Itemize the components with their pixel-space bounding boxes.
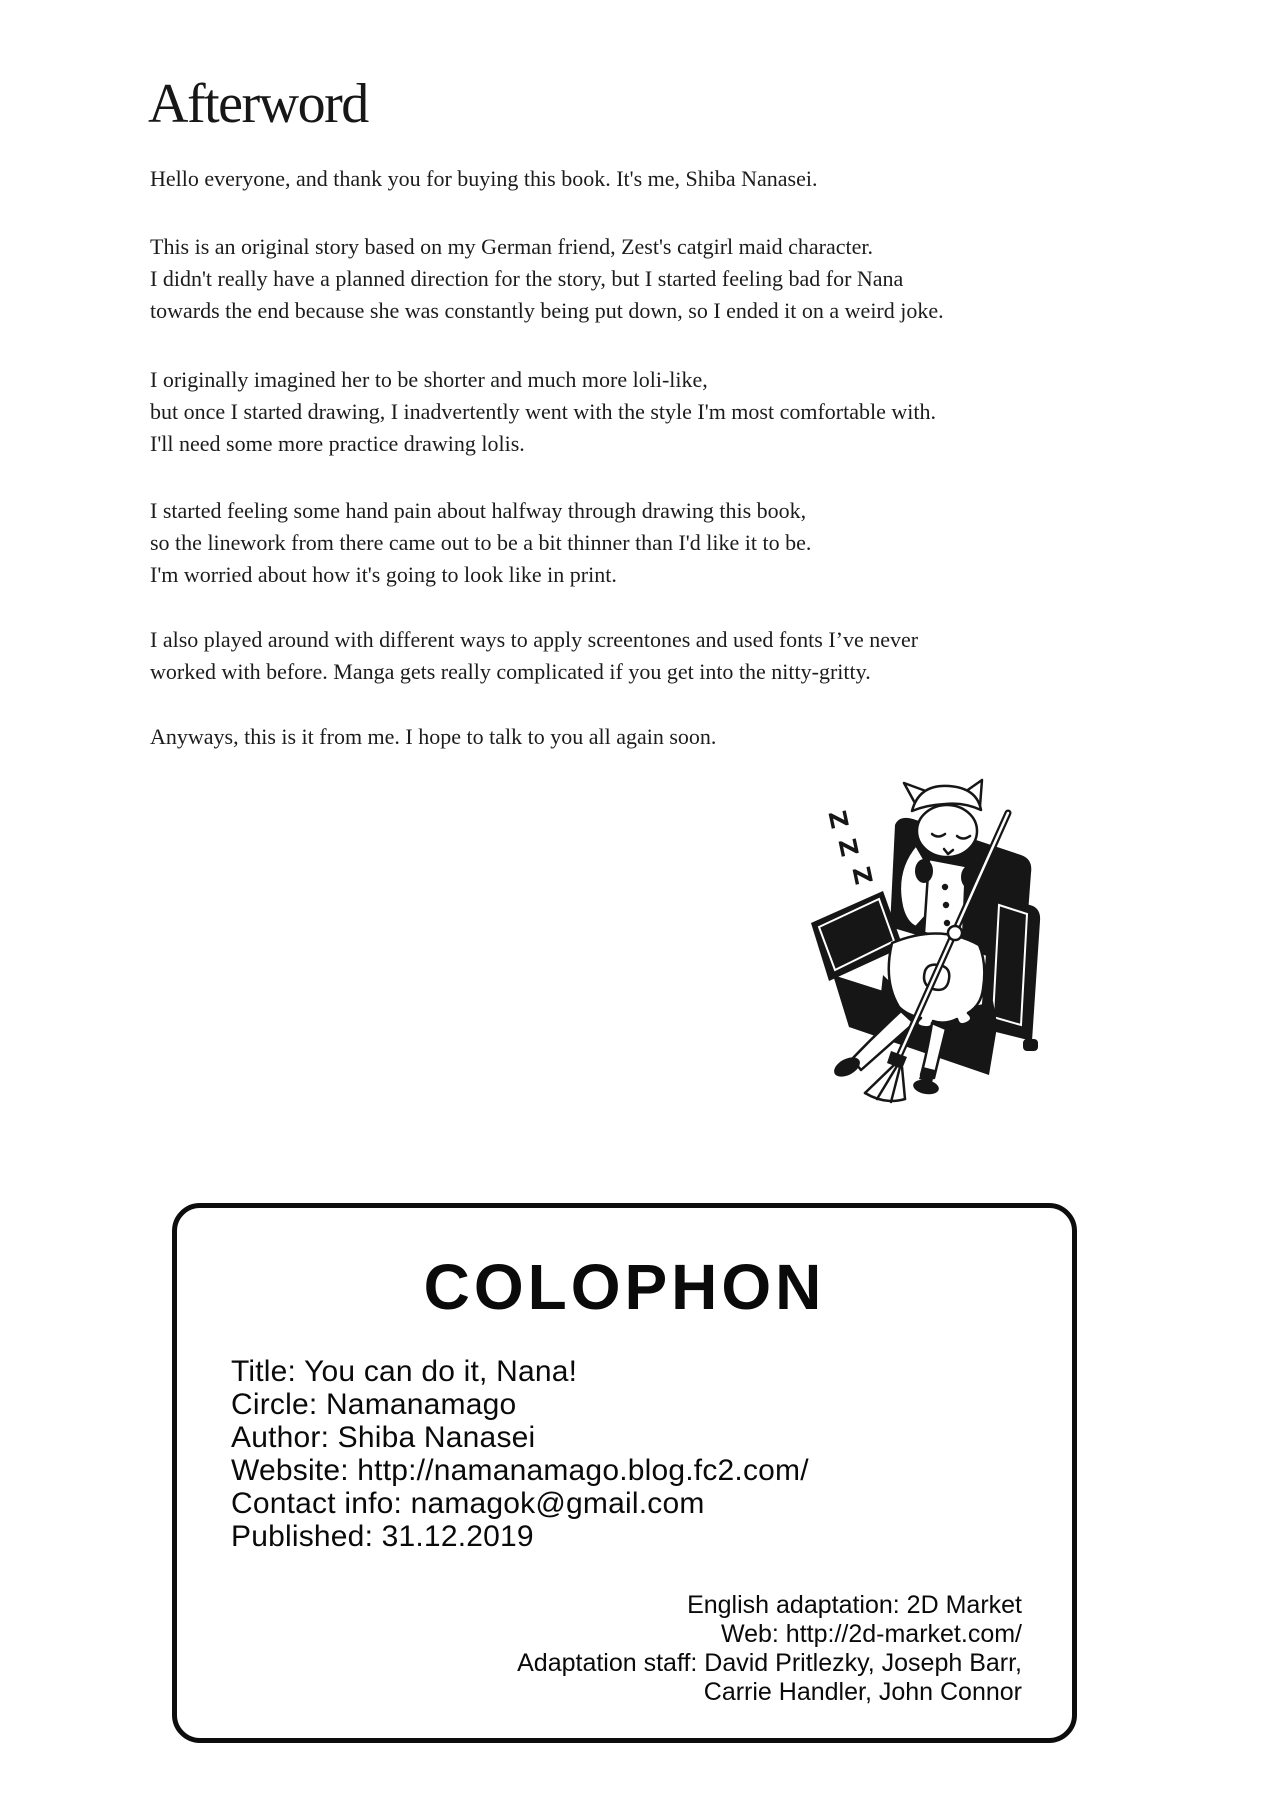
colophon-field-author: Author: Shiba Nanasei bbox=[231, 1421, 536, 1454]
text-line: I'm worried about how it's going to look like in print. bbox=[150, 562, 617, 587]
colophon-credits bbox=[517, 1591, 1022, 1707]
colophon-field-contact: Contact info: namagok@gmail.com bbox=[231, 1487, 705, 1520]
colophon-field-title: Title: You can do it, Nana! bbox=[231, 1355, 578, 1388]
paragraph-hand-pain bbox=[150, 495, 811, 591]
colophon-title: COLOPHON bbox=[423, 1251, 826, 1323]
text-line: worked with before. Manga gets really complicated if you get into the nitty-gritty. bbox=[150, 659, 871, 684]
credit-line-staff-2: Carrie Handler, John Connor bbox=[703, 1678, 1022, 1706]
paragraph-greeting bbox=[150, 163, 818, 195]
text-line: I also played around with different ways to apply screentones and used fonts I’ve never bbox=[150, 627, 919, 652]
text-line: I'll need some more practice drawing lolis. bbox=[150, 431, 525, 456]
colophon-field-circle: Circle: Namanamago bbox=[231, 1388, 517, 1421]
text-line: This is an original story based on my German friend, Zest's catgirl maid character. bbox=[150, 234, 874, 259]
colophon-fields bbox=[231, 1355, 809, 1553]
text-line: I didn't really have a planned direction for the story, but I started feeling bad for Nana bbox=[150, 266, 904, 291]
colophon-field-published: Published: 31.12.2019 bbox=[231, 1520, 534, 1553]
paragraph-screentones bbox=[150, 624, 918, 688]
text-line: Hello everyone, and thank you for buying this book. It's me, Shiba Nanasei. bbox=[150, 166, 818, 191]
sleeping-catgirl-maid-illustration bbox=[795, 775, 1045, 1105]
colophon-box bbox=[172, 1203, 1077, 1743]
text-line: towards the end because she was constantly being put down, so I ended it on a weird joke. bbox=[150, 298, 944, 323]
credit-line-adaptation: English adaptation: 2D Market bbox=[687, 1591, 1022, 1619]
page-title: Afterword bbox=[148, 73, 368, 135]
zzz-letter: Z bbox=[822, 808, 854, 832]
text-line: Anyways, this is it from me. I hope to talk to you all again soon. bbox=[150, 724, 717, 749]
paragraph-character-design bbox=[150, 364, 936, 460]
text-line: I started feeling some hand pain about halfway through drawing this book, bbox=[150, 498, 807, 523]
zzz-letter: Z bbox=[832, 836, 864, 860]
credit-line-web: Web: http://2d-market.com/ bbox=[720, 1620, 1022, 1648]
text-line: but once I started drawing, I inadvertently went with the style I'm most comfortable with. bbox=[150, 399, 936, 424]
credit-line-staff: Adaptation staff: David Pritlezky, Joseph Barr, bbox=[517, 1649, 1022, 1677]
zzz-letter: Z bbox=[846, 864, 878, 888]
text-line: I originally imagined her to be shorter and much more loli-like, bbox=[150, 367, 708, 392]
paragraph-story-origin bbox=[150, 231, 944, 327]
colophon-field-website: Website: http://namanamago.blog.fc2.com/ bbox=[231, 1454, 809, 1487]
text-line: so the linework from there came out to be a bit thinner than I'd like it to be. bbox=[150, 530, 812, 555]
paragraph-farewell bbox=[150, 721, 716, 753]
